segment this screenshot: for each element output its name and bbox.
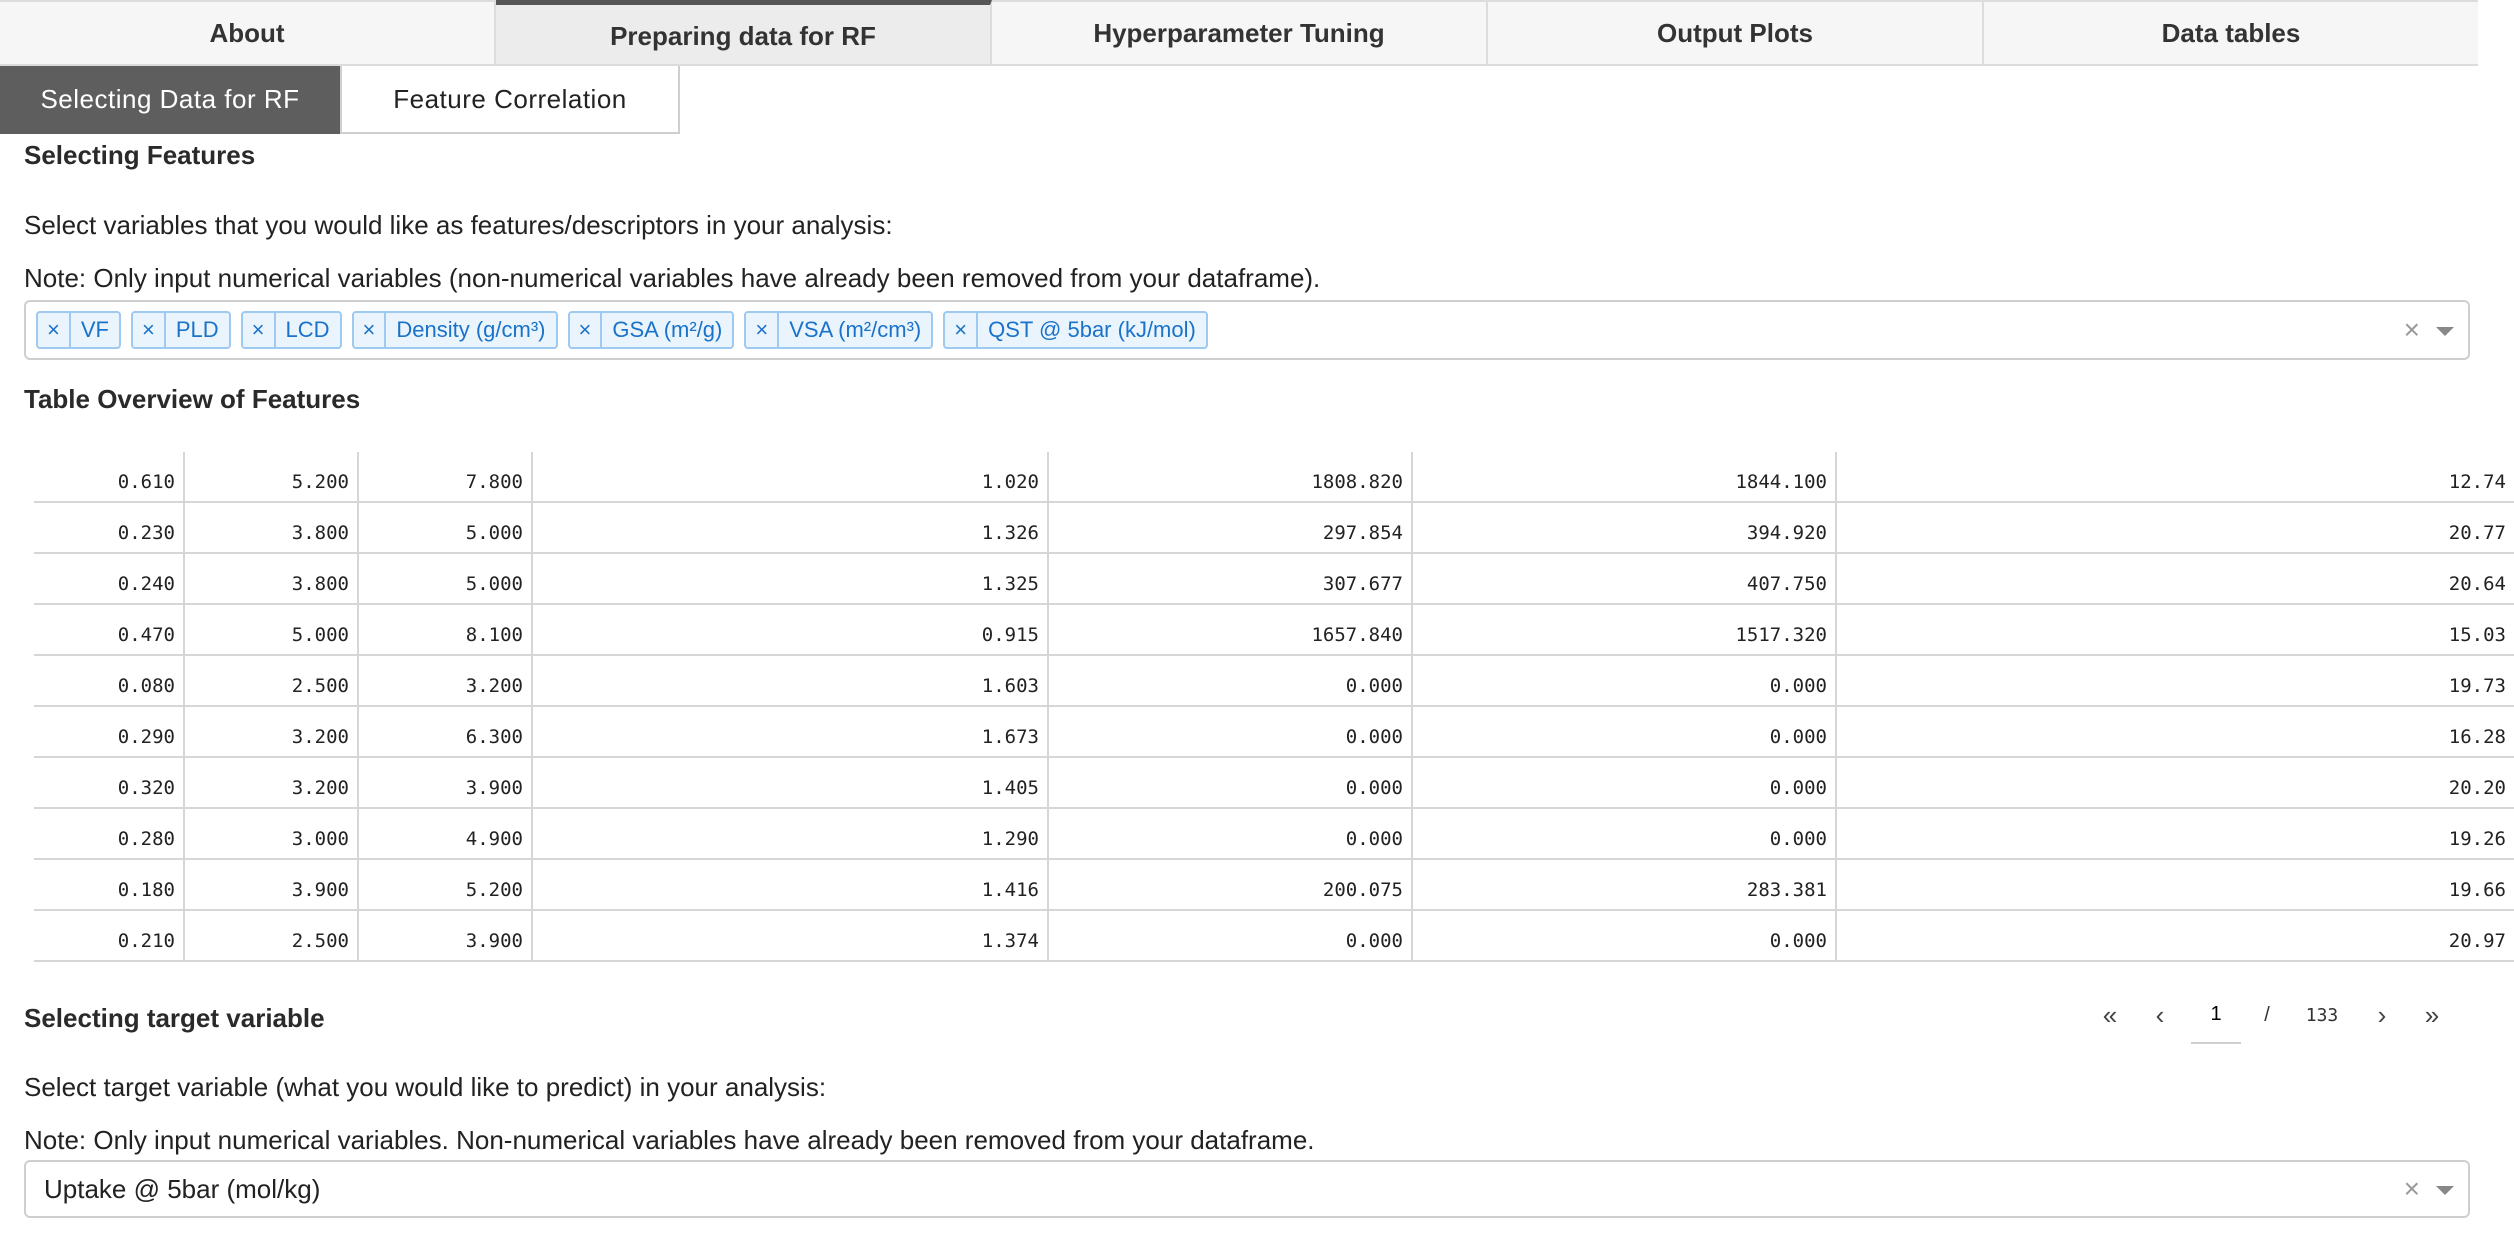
chip-label: GSA (m²/g) <box>612 317 723 342</box>
chevron-down-icon[interactable] <box>2436 327 2454 336</box>
page-separator: / <box>2264 1003 2270 1026</box>
table-cell: 0.180 <box>34 859 184 910</box>
table-cell: 1.416 <box>532 859 1048 910</box>
table-cell: 1.020 <box>532 452 1048 502</box>
table-row <box>34 553 2514 604</box>
table-cell: 3.800 <box>184 502 358 553</box>
table-pagination <box>2085 985 2457 1045</box>
table-cell: 0.280 <box>34 808 184 859</box>
table-cell: 297.854 <box>1048 502 1412 553</box>
table-cell: 5.000 <box>184 604 358 655</box>
features-heading: Selecting Features <box>24 140 256 170</box>
table-cell: 3.900 <box>358 910 532 961</box>
table-cell: 1808.820 <box>1048 452 1412 502</box>
features-note: Note: Only input numerical variables (non-numerical variables have already been removed from your dataframe). <box>24 263 1321 293</box>
table-cell: 20.20 <box>1836 757 2514 808</box>
chip-label: LCD <box>285 317 330 342</box>
table-heading: Table Overview of Features <box>24 384 361 414</box>
chip-label: Density (g/cm³) <box>396 317 546 342</box>
table-cell: 0.000 <box>1048 655 1412 706</box>
table-cell: 0.210 <box>34 910 184 961</box>
table-cell: 0.240 <box>34 553 184 604</box>
table-cell: 407.750 <box>1412 553 1836 604</box>
table-cell: 5.200 <box>358 859 532 910</box>
feature-chip-lcd <box>241 311 342 349</box>
table-cell: 3.900 <box>184 859 358 910</box>
table-row <box>34 706 2514 757</box>
clear-all-icon[interactable]: × <box>2403 314 2420 345</box>
table-cell: 0.080 <box>34 655 184 706</box>
table-cell: 0.000 <box>1048 706 1412 757</box>
tab-preparing-data[interactable]: Preparing data for RF <box>496 0 992 64</box>
table-cell: 1.290 <box>532 808 1048 859</box>
table-cell: 0.470 <box>34 604 184 655</box>
remove-chip-icon[interactable]: × <box>243 313 276 347</box>
tab-output-plots[interactable]: Output Plots <box>1488 0 1984 64</box>
remove-chip-icon[interactable]: × <box>746 313 779 347</box>
remove-chip-icon[interactable]: × <box>354 313 387 347</box>
table-cell: 200.075 <box>1048 859 1412 910</box>
target-note: Note: Only input numerical variables. Non-numerical variables have already been removed from your dataframe. <box>24 1125 1315 1155</box>
table-cell: 8.100 <box>358 604 532 655</box>
feature-chip-gsa <box>568 311 735 349</box>
table-cell: 1517.320 <box>1412 604 1836 655</box>
table-cell: 3.000 <box>184 808 358 859</box>
tab-hyperparameter-tuning[interactable]: Hyperparameter Tuning <box>992 0 1488 64</box>
tab-data-tables[interactable]: Data tables <box>1984 0 2478 64</box>
tab-about[interactable]: About <box>0 0 496 64</box>
table-cell: 20.77 <box>1836 502 2514 553</box>
table-row <box>34 910 2514 961</box>
table-cell: 0.000 <box>1412 706 1836 757</box>
table-cell: 12.74 <box>1836 452 2514 502</box>
table-cell: 5.200 <box>184 452 358 502</box>
table-row <box>34 452 2514 502</box>
previous-page-button[interactable]: ‹ <box>2155 999 2165 1030</box>
features-table[interactable] <box>34 452 2506 962</box>
features-instruction: Select variables that you would like as features/descriptors in your analysis: <box>24 210 893 240</box>
table-cell: 1844.100 <box>1412 452 1836 502</box>
table-cell: 3.800 <box>184 553 358 604</box>
table-cell: 394.920 <box>1412 502 1836 553</box>
table-cell: 16.28 <box>1836 706 2514 757</box>
table-cell: 19.26 <box>1836 808 2514 859</box>
target-heading: Selecting target variable <box>24 1003 325 1033</box>
table-cell: 1.405 <box>532 757 1048 808</box>
target-selected-value: Uptake @ 5bar (mol/kg) <box>44 1173 321 1204</box>
table-cell: 3.200 <box>184 706 358 757</box>
table-cell: 3.900 <box>358 757 532 808</box>
table-cell: 0.000 <box>1412 655 1836 706</box>
chip-label: PLD <box>175 317 219 342</box>
table-cell: 20.64 <box>1836 553 2514 604</box>
table-cell: 307.677 <box>1048 553 1412 604</box>
remove-chip-icon[interactable]: × <box>945 313 978 347</box>
table-cell: 1.374 <box>532 910 1048 961</box>
table-row <box>34 655 2514 706</box>
table-cell: 2.500 <box>184 655 358 706</box>
page-number-input[interactable] <box>2191 986 2241 1044</box>
subtab-feature-correlation[interactable]: Feature Correlation <box>340 66 680 134</box>
table-cell: 1.326 <box>532 502 1048 553</box>
table-cell: 5.000 <box>358 502 532 553</box>
table-cell: 2.500 <box>184 910 358 961</box>
table-cell: 0.290 <box>34 706 184 757</box>
feature-chip-vf <box>36 311 121 349</box>
remove-chip-icon[interactable]: × <box>133 313 166 347</box>
chip-label: VSA (m²/cm³) <box>789 317 922 342</box>
last-page-button[interactable]: » <box>2424 999 2440 1030</box>
table-cell: 1.673 <box>532 706 1048 757</box>
table-cell: 3.200 <box>184 757 358 808</box>
table-cell: 1.325 <box>532 553 1048 604</box>
total-pages: 133 <box>2305 1004 2339 1026</box>
table-cell: 0.000 <box>1048 910 1412 961</box>
remove-chip-icon[interactable]: × <box>570 313 603 347</box>
table-cell: 0.000 <box>1048 757 1412 808</box>
chevron-down-icon[interactable] <box>2436 1186 2454 1195</box>
table-cell: 0.000 <box>1412 910 1836 961</box>
feature-chip-qst <box>943 311 1208 349</box>
table-cell: 283.381 <box>1412 859 1836 910</box>
target-select[interactable] <box>24 1160 2470 1218</box>
table-cell: 1657.840 <box>1048 604 1412 655</box>
table-cell: 4.900 <box>358 808 532 859</box>
subtab-selecting-data[interactable]: Selecting Data for RF <box>0 66 340 134</box>
table-cell: 0.000 <box>1412 808 1836 859</box>
table-cell: 1.603 <box>532 655 1048 706</box>
chip-label: QST @ 5bar (kJ/mol) <box>988 317 1196 342</box>
sub-tab-bar <box>0 66 680 134</box>
table-cell: 0.000 <box>1048 808 1412 859</box>
table-cell: 15.03 <box>1836 604 2514 655</box>
feature-chip-pld <box>131 311 231 349</box>
table-cell: 6.300 <box>358 706 532 757</box>
first-page-button[interactable]: « <box>2102 999 2118 1030</box>
main-tab-bar <box>0 0 2478 66</box>
next-page-button[interactable]: › <box>2377 999 2387 1030</box>
table-row <box>34 757 2514 808</box>
table-cell: 20.97 <box>1836 910 2514 961</box>
feature-multiselect[interactable] <box>24 300 2470 360</box>
remove-chip-icon[interactable]: × <box>38 313 71 347</box>
table-cell: 7.800 <box>358 452 532 502</box>
table-row <box>34 604 2514 655</box>
table-row <box>34 859 2514 910</box>
table-row <box>34 502 2514 553</box>
table-cell: 0.320 <box>34 757 184 808</box>
table-cell: 0.230 <box>34 502 184 553</box>
table-cell: 5.000 <box>358 553 532 604</box>
table-cell: 19.66 <box>1836 859 2514 910</box>
table-cell: 0.915 <box>532 604 1048 655</box>
table-cell: 19.73 <box>1836 655 2514 706</box>
chip-label: VF <box>80 317 109 342</box>
clear-icon[interactable]: × <box>2403 1173 2420 1204</box>
table-cell: 0.610 <box>34 452 184 502</box>
feature-chip-vsa <box>744 311 933 349</box>
table-row <box>34 808 2514 859</box>
table-cell: 0.000 <box>1412 757 1836 808</box>
table-cell: 3.200 <box>358 655 532 706</box>
feature-chip-density <box>352 311 558 349</box>
target-instruction: Select target variable (what you would like to predict) in your analysis: <box>24 1072 827 1102</box>
